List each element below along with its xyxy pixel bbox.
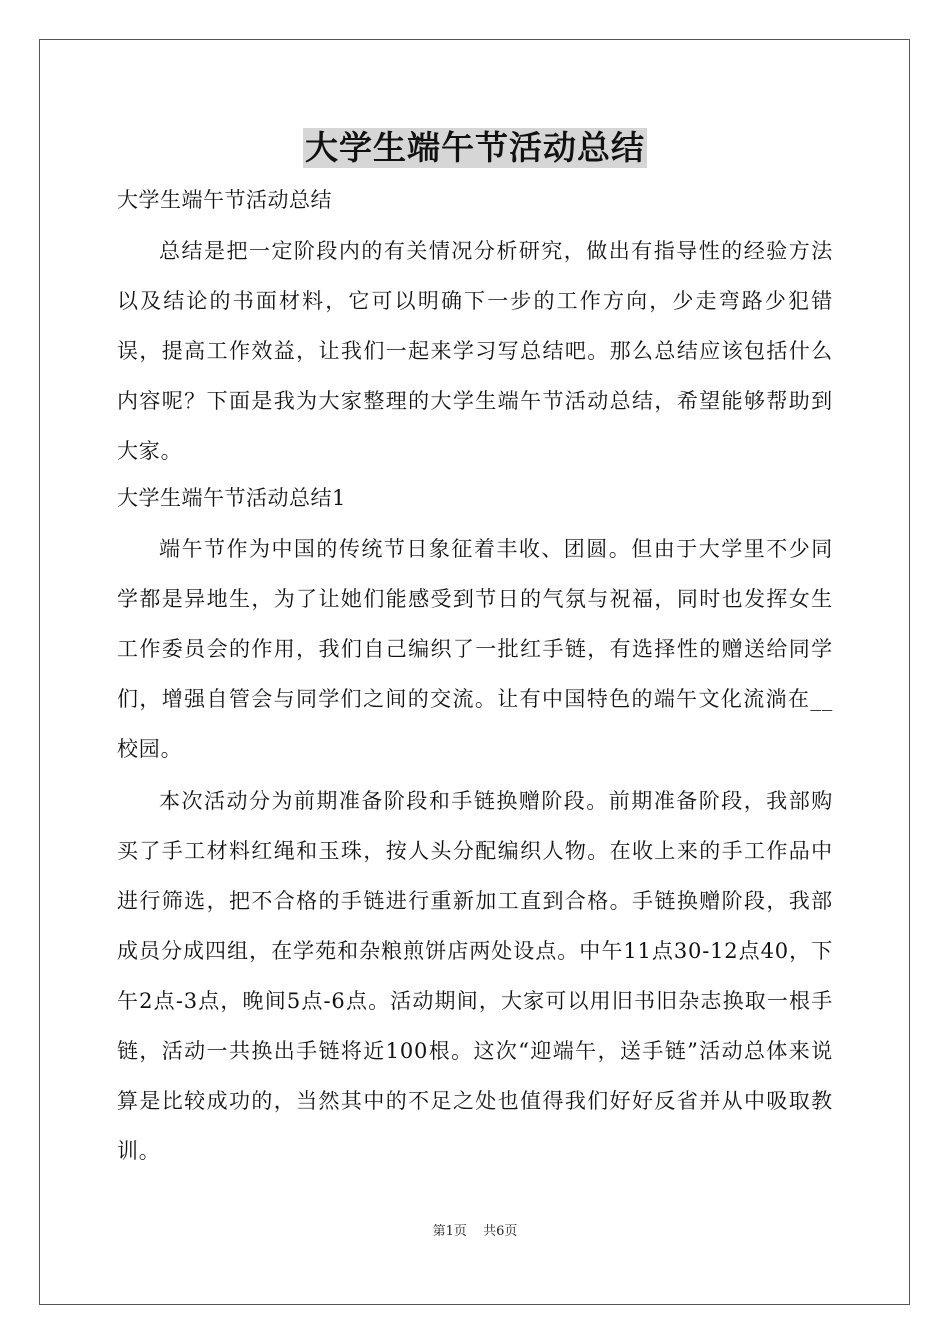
document-body bbox=[117, 180, 833, 1178]
intro-paragraph: 总结是把一定阶段内的有关情况分析研究，做出有指导性的经验方法以及结论的书面材料，它可以明确下一步的工作方向，少走弯路少犯错误，提高工作效益，让我们一起来学习写总结吧。那么总结应该包括什么内容呢？下面是我为大家整理的大学生端午节活动总结，希望能够帮助到大家。 bbox=[117, 239, 833, 463]
document-subtitle: 大学生端午节活动总结 bbox=[117, 188, 332, 212]
section-paragraph: 本次活动分为前期准备阶段和手链换赠阶段。前期准备阶段，我部购买了手工材料红绳和玉珠，按人头分配编织人物。在收上来的手工作品中进行筛选，把不合格的手链进行重新加工直到合格。手链换赠阶段，我部成员分成四组，在学苑和杂粮煎饼店两处设点。中午11点30-12点40，下午2点-3点，晚间5点-6点。活动期间，大家可以用旧书旧杂志换取一根手链，活动一共换出手链将近100根。这次“迎端午，送手链”活动总体来说算是比较成功的，当然其中的不足之处也值得我们好好反省并从中吸取教训。 bbox=[117, 789, 833, 1163]
page-total: 共6页 bbox=[483, 1224, 518, 1239]
document-title: 大学生端午节活动总结 bbox=[305, 128, 645, 167]
page-footer bbox=[0, 1220, 950, 1239]
section-heading: 大学生端午节活动总结1 bbox=[117, 486, 346, 510]
title-area bbox=[0, 128, 950, 168]
page-number: 第1页 bbox=[432, 1224, 467, 1239]
section-paragraph: 端午节作为中国的传统节日象征着丰收、团圆。但由于大学里不少同学都是异地生，为了让她们能感受到节日的气氛与祝福，同时也发挥女生工作委员会的作用，我们自己编织了一批红手链，有选择性的赠送给同学们，增强自管会与同学们之间的交流。让有中国特色的端午文化流淌在__校园。 bbox=[117, 537, 833, 761]
